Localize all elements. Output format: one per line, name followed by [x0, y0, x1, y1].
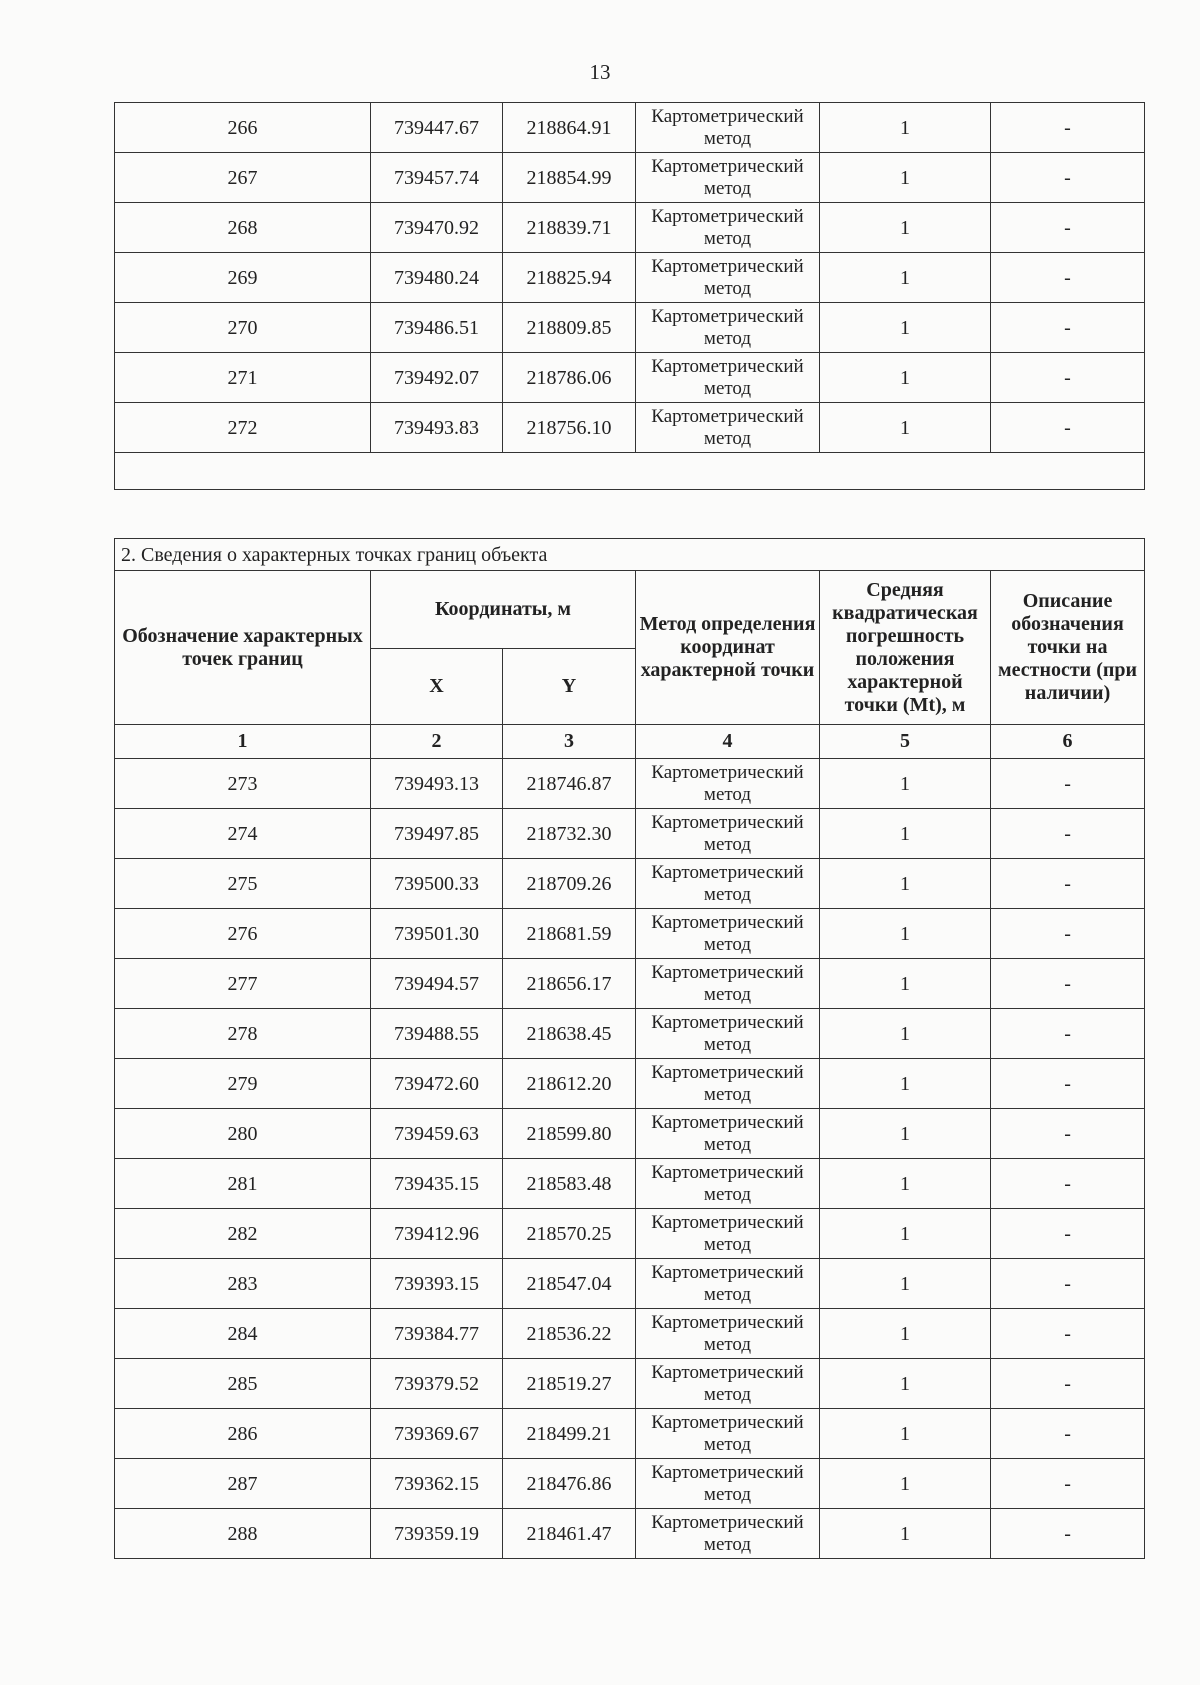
description-cell: - [991, 1309, 1145, 1359]
point-id-cell: 287 [115, 1459, 371, 1509]
y-coordinate-cell: 218612.20 [503, 1059, 636, 1109]
point-id-cell: 266 [115, 103, 371, 153]
description-cell: - [991, 1259, 1145, 1309]
mt-cell: 1 [820, 1109, 991, 1159]
page-number: 13 [589, 60, 611, 84]
empty-row [115, 453, 1145, 490]
x-coordinate-cell: 739493.83 [371, 403, 503, 453]
y-coordinate-cell: 218656.17 [503, 959, 636, 1009]
column-number: 5 [820, 725, 991, 759]
point-id-cell: 267 [115, 153, 371, 203]
y-coordinate-cell: 218570.25 [503, 1209, 636, 1259]
method-cell: Картометрический метод [636, 859, 820, 909]
table-row [115, 1209, 1145, 1259]
y-coordinate-cell: 218756.10 [503, 403, 636, 453]
y-coordinate-cell: 218732.30 [503, 809, 636, 859]
y-coordinate-cell: 218709.26 [503, 859, 636, 909]
method-cell: Картометрический метод [636, 1409, 820, 1459]
point-id-cell: 276 [115, 909, 371, 959]
x-coordinate-cell: 739497.85 [371, 809, 503, 859]
method-cell: Картометрический метод [636, 303, 820, 353]
mt-cell: 1 [820, 1359, 991, 1409]
description-cell: - [991, 153, 1145, 203]
table-row [115, 1409, 1145, 1459]
description-cell: - [991, 403, 1145, 453]
y-coordinate-cell: 218839.71 [503, 203, 636, 253]
description-cell: - [991, 353, 1145, 403]
point-id-cell: 271 [115, 353, 371, 403]
table-row [115, 809, 1145, 859]
mt-cell: 1 [820, 1409, 991, 1459]
method-cell: Картометрический метод [636, 1459, 820, 1509]
mt-cell: 1 [820, 909, 991, 959]
header-y: Y [503, 649, 636, 725]
x-coordinate-cell: 739435.15 [371, 1159, 503, 1209]
header-point: Обозначение характерных точек границ [115, 571, 371, 725]
y-coordinate-cell: 218476.86 [503, 1459, 636, 1509]
header-description: Описание обозначения точки на местности (при наличии) [991, 571, 1145, 725]
description-cell: - [991, 759, 1145, 809]
mt-cell: 1 [820, 859, 991, 909]
method-cell: Картометрический метод [636, 253, 820, 303]
table-row [115, 959, 1145, 1009]
table-row [115, 759, 1145, 809]
mt-cell: 1 [820, 203, 991, 253]
coordinates-table-continued [114, 102, 1145, 490]
description-cell: - [991, 303, 1145, 353]
table-row [115, 303, 1145, 353]
point-id-cell: 277 [115, 959, 371, 1009]
point-id-cell: 280 [115, 1109, 371, 1159]
method-cell: Картометрический метод [636, 1509, 820, 1559]
point-id-cell: 274 [115, 809, 371, 859]
table-row [115, 1059, 1145, 1109]
mt-cell: 1 [820, 1009, 991, 1059]
description-cell: - [991, 103, 1145, 153]
mt-cell: 1 [820, 1159, 991, 1209]
method-cell: Картометрический метод [636, 1209, 820, 1259]
column-number: 3 [503, 725, 636, 759]
x-coordinate-cell: 739488.55 [371, 1009, 503, 1059]
x-coordinate-cell: 739369.67 [371, 1409, 503, 1459]
y-coordinate-cell: 218499.21 [503, 1409, 636, 1459]
table-row [115, 353, 1145, 403]
x-coordinate-cell: 739359.19 [371, 1509, 503, 1559]
description-cell: - [991, 1359, 1145, 1409]
y-coordinate-cell: 218864.91 [503, 103, 636, 153]
mt-cell: 1 [820, 103, 991, 153]
y-coordinate-cell: 218547.04 [503, 1259, 636, 1309]
method-cell: Картометрический метод [636, 1309, 820, 1359]
table-row [115, 103, 1145, 153]
description-cell: - [991, 859, 1145, 909]
description-cell: - [991, 253, 1145, 303]
point-id-cell: 275 [115, 859, 371, 909]
description-cell: - [991, 959, 1145, 1009]
method-cell: Картометрический метод [636, 153, 820, 203]
y-coordinate-cell: 218638.45 [503, 1009, 636, 1059]
x-coordinate-cell: 739447.67 [371, 103, 503, 153]
table1-body [115, 103, 1145, 490]
x-coordinate-cell: 739500.33 [371, 859, 503, 909]
column-number: 6 [991, 725, 1145, 759]
mt-cell: 1 [820, 253, 991, 303]
mt-cell: 1 [820, 403, 991, 453]
table-row [115, 153, 1145, 203]
x-coordinate-cell: 739457.74 [371, 153, 503, 203]
table-row [115, 1509, 1145, 1559]
description-cell: - [991, 1209, 1145, 1259]
mt-cell: 1 [820, 1459, 991, 1509]
x-coordinate-cell: 739362.15 [371, 1459, 503, 1509]
x-coordinate-cell: 739412.96 [371, 1209, 503, 1259]
column-number: 4 [636, 725, 820, 759]
table-row [115, 253, 1145, 303]
point-id-cell: 284 [115, 1309, 371, 1359]
table-row [115, 859, 1145, 909]
x-coordinate-cell: 739486.51 [371, 303, 503, 353]
x-coordinate-cell: 739494.57 [371, 959, 503, 1009]
table-row [115, 1009, 1145, 1059]
y-coordinate-cell: 218825.94 [503, 253, 636, 303]
method-cell: Картометрический метод [636, 959, 820, 1009]
mt-cell: 1 [820, 1309, 991, 1359]
table-row [115, 1159, 1145, 1209]
boundary-points-table [114, 538, 1145, 1559]
x-coordinate-cell: 739384.77 [371, 1309, 503, 1359]
table-row [115, 1359, 1145, 1409]
point-id-cell: 279 [115, 1059, 371, 1109]
x-coordinate-cell: 739393.15 [371, 1259, 503, 1309]
description-cell: - [991, 809, 1145, 859]
description-cell: - [991, 1509, 1145, 1559]
header-coordinates: Координаты, м [371, 571, 636, 649]
x-coordinate-cell: 739501.30 [371, 909, 503, 959]
method-cell: Картометрический метод [636, 203, 820, 253]
method-cell: Картометрический метод [636, 809, 820, 859]
y-coordinate-cell: 218809.85 [503, 303, 636, 353]
point-id-cell: 278 [115, 1009, 371, 1059]
point-id-cell: 269 [115, 253, 371, 303]
table-row [115, 909, 1145, 959]
description-cell: - [991, 1159, 1145, 1209]
table-row [115, 1259, 1145, 1309]
method-cell: Картометрический метод [636, 353, 820, 403]
mt-cell: 1 [820, 1259, 991, 1309]
x-coordinate-cell: 739459.63 [371, 1109, 503, 1159]
method-cell: Картометрический метод [636, 1109, 820, 1159]
x-coordinate-cell: 739470.92 [371, 203, 503, 253]
x-coordinate-cell: 739480.24 [371, 253, 503, 303]
description-cell: - [991, 909, 1145, 959]
mt-cell: 1 [820, 959, 991, 1009]
description-cell: - [991, 1459, 1145, 1509]
point-id-cell: 270 [115, 303, 371, 353]
method-cell: Картометрический метод [636, 1159, 820, 1209]
empty-cell [115, 453, 1145, 490]
table-row [115, 1309, 1145, 1359]
method-cell: Картометрический метод [636, 1259, 820, 1309]
column-number: 2 [371, 725, 503, 759]
point-id-cell: 282 [115, 1209, 371, 1259]
point-id-cell: 281 [115, 1159, 371, 1209]
y-coordinate-cell: 218786.06 [503, 353, 636, 403]
header-method: Метод определения координат характерной точки [636, 571, 820, 725]
y-coordinate-cell: 218536.22 [503, 1309, 636, 1359]
method-cell: Картометрический метод [636, 403, 820, 453]
mt-cell: 1 [820, 153, 991, 203]
column-number: 1 [115, 725, 371, 759]
x-coordinate-cell: 739379.52 [371, 1359, 503, 1409]
point-id-cell: 283 [115, 1259, 371, 1309]
point-id-cell: 272 [115, 403, 371, 453]
table-row [115, 203, 1145, 253]
header-mt: Средняя квадратическая погрешность положения характерной точки (Mt), м [820, 571, 991, 725]
point-id-cell: 268 [115, 203, 371, 253]
description-cell: - [991, 1009, 1145, 1059]
point-id-cell: 285 [115, 1359, 371, 1409]
mt-cell: 1 [820, 1509, 991, 1559]
method-cell: Картометрический метод [636, 1009, 820, 1059]
mt-cell: 1 [820, 1059, 991, 1109]
method-cell: Картометрический метод [636, 1059, 820, 1109]
description-cell: - [991, 1409, 1145, 1459]
point-id-cell: 286 [115, 1409, 371, 1459]
method-cell: Картометрический метод [636, 759, 820, 809]
mt-cell: 1 [820, 1209, 991, 1259]
method-cell: Картометрический метод [636, 909, 820, 959]
x-coordinate-cell: 739472.60 [371, 1059, 503, 1109]
x-coordinate-cell: 739493.13 [371, 759, 503, 809]
mt-cell: 1 [820, 809, 991, 859]
point-id-cell: 273 [115, 759, 371, 809]
table-row [115, 1459, 1145, 1509]
method-cell: Картометрический метод [636, 1359, 820, 1409]
method-cell: Картометрический метод [636, 103, 820, 153]
y-coordinate-cell: 218583.48 [503, 1159, 636, 1209]
table2-body [115, 759, 1145, 1559]
point-id-cell: 288 [115, 1509, 371, 1559]
table-caption: 2. Сведения о характерных точках границ объекта [115, 539, 1145, 571]
description-cell: - [991, 203, 1145, 253]
y-coordinate-cell: 218461.47 [503, 1509, 636, 1559]
y-coordinate-cell: 218854.99 [503, 153, 636, 203]
table-row [115, 403, 1145, 453]
x-coordinate-cell: 739492.07 [371, 353, 503, 403]
y-coordinate-cell: 218746.87 [503, 759, 636, 809]
table-row [115, 1109, 1145, 1159]
mt-cell: 1 [820, 759, 991, 809]
header-x: X [371, 649, 503, 725]
mt-cell: 1 [820, 353, 991, 403]
description-cell: - [991, 1109, 1145, 1159]
y-coordinate-cell: 218681.59 [503, 909, 636, 959]
mt-cell: 1 [820, 303, 991, 353]
y-coordinate-cell: 218599.80 [503, 1109, 636, 1159]
y-coordinate-cell: 218519.27 [503, 1359, 636, 1409]
description-cell: - [991, 1059, 1145, 1109]
